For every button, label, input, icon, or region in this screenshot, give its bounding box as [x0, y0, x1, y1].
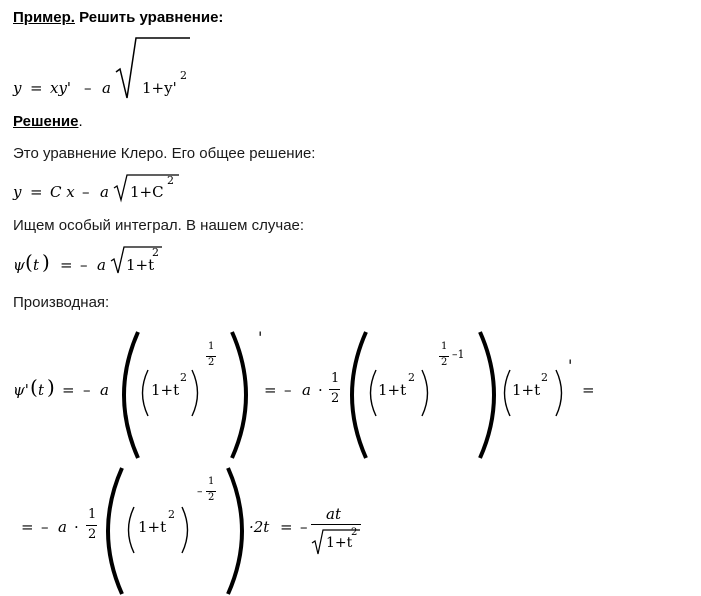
eq1-equals: = — [30, 79, 43, 97]
eq4-half-bar — [329, 389, 340, 390]
eq4-pow2-num: 1 — [441, 341, 448, 352]
eq5-half-bar — [86, 525, 97, 526]
eq4-inner-right-paren — [188, 368, 204, 418]
eq3-right-paren: ) — [42, 250, 50, 274]
eq5-inner: 1+t — [138, 518, 167, 536]
eq5-result-num: at — [326, 505, 341, 523]
eq5-half-den: 2 — [88, 527, 97, 542]
eq5-inner-right-paren — [178, 505, 194, 555]
eq4-inner-right-paren-3 — [552, 368, 568, 418]
eq5-pow-num: 1 — [208, 476, 215, 487]
eq4-inner3: 1+t — [512, 381, 541, 399]
eq3-radicand: 1+t — [126, 256, 155, 274]
eq3-equals: = — [60, 256, 73, 274]
eq4-dot: · — [318, 381, 323, 399]
eq4-inner-right-paren-2 — [418, 368, 434, 418]
eq4-psi-prime: ψ' — [13, 381, 29, 399]
solution-label: Решение — [13, 113, 79, 130]
eq5-equals: = — [21, 518, 34, 536]
eq3-minus: – — [80, 256, 88, 274]
eq5-inner-left-paren — [122, 505, 138, 555]
eq4-equals-3: = — [582, 381, 595, 399]
eq1-minus: – — [84, 79, 92, 97]
eq3-exponent: 2 — [152, 246, 159, 259]
eq4-pow-num: 1 — [208, 341, 215, 352]
eq1-term: xy' — [50, 79, 72, 97]
eq5-pow-den: 2 — [208, 492, 215, 503]
eq4-arg: t — [38, 381, 45, 399]
eq4-pow2-minus-one: –1 — [452, 348, 465, 361]
eq4-inner3-exp: 2 — [541, 371, 548, 384]
eq3-arg: t — [33, 256, 40, 274]
eq2-radicand: 1+C — [130, 183, 164, 201]
eq5-dot: · — [74, 518, 79, 536]
eq1-lhs: y — [13, 79, 22, 97]
eq2-lhs: y — [13, 183, 22, 201]
eq5-minus: – — [41, 518, 49, 536]
example-heading — [13, 9, 223, 26]
eq4-equals-2: = — [264, 381, 277, 399]
eq5-outer-right-paren — [222, 466, 252, 596]
eq4-a-2: a — [302, 381, 311, 399]
eq2-minus: – — [82, 183, 90, 201]
eq2-equals: = — [30, 183, 43, 201]
eq5-pow-sign: – — [197, 485, 203, 498]
eq4-outer-right-paren — [226, 330, 256, 460]
eq4-half-num: 1 — [331, 371, 340, 386]
eq4-inner2-exp: 2 — [408, 371, 415, 384]
eq4-inner1-exp: 2 — [180, 371, 187, 384]
eq3-a: a — [97, 256, 106, 274]
eq4-right-paren: ) — [47, 375, 55, 399]
eq4-inner-left-paren — [136, 368, 152, 418]
eq5-result-bar — [311, 524, 361, 525]
eq4-inner1: 1+t — [151, 381, 180, 399]
eq4-prime: ' — [258, 328, 263, 347]
eq2-a: a — [100, 183, 109, 201]
eq4-inner2: 1+t — [378, 381, 407, 399]
eq4-a: a — [100, 381, 109, 399]
eq5-inner-exp: 2 — [168, 508, 175, 521]
eq5-times: ·2t — [249, 518, 270, 536]
eq4-half-den: 2 — [331, 391, 340, 406]
solution-dot: . — [78, 113, 83, 130]
eq5-result-radicand: 1+t — [326, 535, 353, 551]
eq5-equals-2: = — [280, 518, 293, 536]
eq3-psi: ψ — [13, 256, 25, 274]
eq1-exponent: 2 — [180, 69, 187, 82]
example-label: Пример. — [13, 9, 75, 26]
eq4-prime-2: ' — [568, 356, 573, 375]
eq4-minus-2: – — [284, 381, 292, 399]
eq5-half-num: 1 — [88, 507, 97, 522]
eq5-a: a — [58, 518, 67, 536]
eq4-equals: = — [62, 381, 75, 399]
eq4-pow-den: 2 — [208, 357, 215, 368]
derivative-paragraph: Производная: — [13, 294, 110, 311]
eq4-minus: – — [83, 381, 91, 399]
singular-paragraph: Ищем особый интеграл. В нашем случае: — [13, 217, 305, 234]
eq5-result-exp: 2 — [351, 527, 358, 538]
clairaut-paragraph: Это уравнение Клеро. Его общее решение: — [13, 145, 316, 162]
eq4-left-paren: ( — [30, 375, 38, 399]
eq3-left-paren: ( — [25, 250, 33, 274]
eq2-exponent: 2 — [167, 174, 174, 187]
eq4-pow2-den: 2 — [441, 357, 448, 368]
eq1-radicand: 1+y' — [142, 79, 177, 97]
example-text: Решить уравнение: — [74, 9, 224, 26]
eq2-term: C x — [50, 183, 75, 201]
solution-heading — [13, 113, 83, 130]
eq1-a: a — [102, 79, 111, 97]
eq5-minus-2: – — [300, 518, 308, 536]
